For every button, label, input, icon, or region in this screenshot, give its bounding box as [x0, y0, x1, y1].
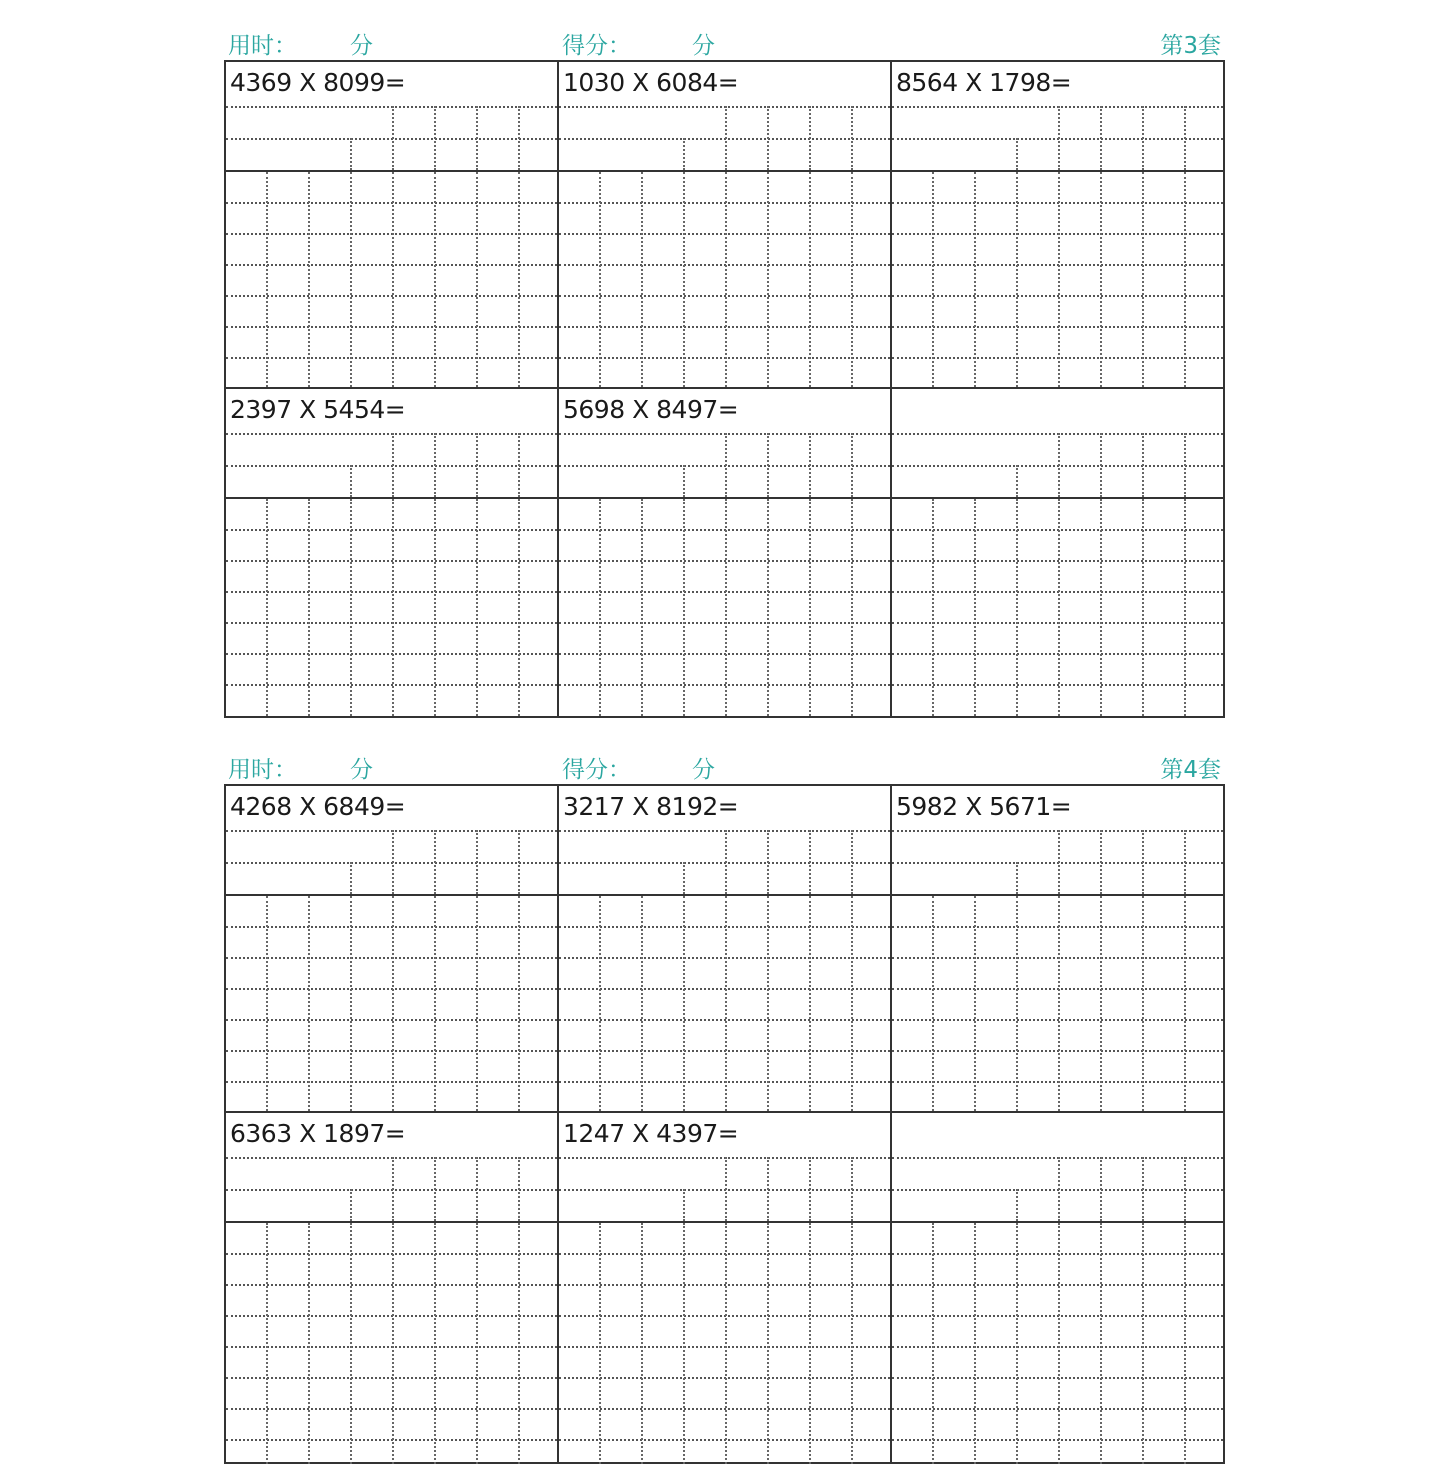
dotted-guide-line — [683, 172, 685, 387]
dotted-guide-line — [725, 830, 727, 894]
dotted-guide-line — [518, 433, 520, 497]
dotted-guide-line — [932, 896, 934, 1111]
dotted-guide-line — [476, 106, 478, 170]
dotted-guide-line — [1142, 433, 1144, 497]
dotted-guide-line — [266, 172, 268, 387]
dotted-guide-line — [1142, 830, 1144, 894]
dotted-guide-line — [308, 896, 310, 1111]
dotted-guide-line — [809, 106, 811, 170]
dotted-guide-line — [683, 465, 685, 497]
work-area[interactable] — [226, 1223, 557, 1464]
dotted-guide-line — [683, 499, 685, 716]
dotted-guide-line — [1184, 499, 1186, 716]
multiplication-problem: 3217 X 8192= — [563, 792, 739, 821]
dotted-guide-line — [518, 1157, 520, 1221]
dotted-guide-line — [851, 1223, 853, 1464]
work-area[interactable] — [559, 896, 890, 1111]
work-area[interactable] — [892, 1223, 1223, 1464]
dotted-guide-line — [518, 106, 520, 170]
dotted-guide-line — [683, 896, 685, 1111]
dotted-guide-line — [392, 499, 394, 716]
dotted-guide-line — [476, 172, 478, 387]
dotted-guide-line — [1058, 1223, 1060, 1464]
dotted-guide-line — [725, 433, 727, 497]
dotted-guide-line — [767, 172, 769, 387]
multiplication-problem: 2397 X 5454= — [230, 395, 406, 424]
dotted-guide-line — [350, 138, 352, 170]
dotted-guide-line — [725, 1157, 727, 1221]
problem-cell — [892, 62, 1223, 389]
dotted-guide-line — [767, 106, 769, 170]
dotted-guide-line — [1100, 1157, 1102, 1221]
problem-header-area — [226, 1113, 557, 1223]
dotted-guide-line — [476, 1157, 478, 1221]
problem-header-area — [559, 786, 890, 896]
dotted-guide-line — [851, 896, 853, 1111]
problem-cell — [226, 1113, 559, 1464]
dotted-guide-line — [974, 1223, 976, 1464]
work-area[interactable] — [559, 172, 890, 387]
dotted-guide-line — [350, 465, 352, 497]
dotted-guide-line — [851, 499, 853, 716]
dotted-guide-line — [434, 830, 436, 894]
dotted-guide-line — [518, 499, 520, 716]
score-unit-label: 分 — [692, 33, 715, 59]
dotted-guide-line — [1184, 830, 1186, 894]
dotted-guide-line — [725, 172, 727, 387]
dotted-guide-line — [599, 499, 601, 716]
dotted-guide-line — [1142, 499, 1144, 716]
dotted-guide-line — [392, 433, 394, 497]
dotted-guide-line — [1100, 896, 1102, 1111]
problem-cell — [226, 62, 559, 389]
dotted-guide-line — [350, 862, 352, 894]
dotted-guide-line — [725, 1223, 727, 1464]
dotted-guide-line — [767, 1157, 769, 1221]
dotted-guide-line — [599, 1223, 601, 1464]
problem-header-area — [892, 786, 1223, 896]
dotted-guide-line — [518, 896, 520, 1111]
dotted-guide-line — [1016, 465, 1018, 497]
problem-cell — [226, 786, 559, 1113]
dotted-guide-line — [1058, 433, 1060, 497]
problem-header-area — [559, 62, 890, 172]
worksheet-set-3 — [224, 24, 1225, 718]
dotted-guide-line — [809, 830, 811, 894]
dotted-guide-line — [725, 106, 727, 170]
dotted-guide-line — [932, 1223, 934, 1464]
problem-header-area — [559, 1113, 890, 1223]
dotted-guide-line — [266, 1223, 268, 1464]
problem-cell — [892, 1113, 1223, 1464]
dotted-guide-line — [308, 1223, 310, 1464]
dotted-guide-line — [1016, 172, 1018, 387]
dotted-guide-line — [518, 830, 520, 894]
problem-cell — [559, 1113, 892, 1464]
dotted-guide-line — [1184, 172, 1186, 387]
time-used-label: 用时： — [228, 757, 297, 783]
dotted-guide-line — [476, 433, 478, 497]
dotted-guide-line — [641, 499, 643, 716]
dotted-guide-line — [350, 896, 352, 1111]
dotted-guide-line — [683, 1189, 685, 1221]
dotted-guide-line — [392, 1157, 394, 1221]
dotted-guide-line — [1058, 896, 1060, 1111]
set-number-label: 第3套 — [1160, 33, 1221, 59]
dotted-guide-line — [308, 499, 310, 716]
multiplication-problem: 6363 X 1897= — [230, 1119, 406, 1148]
dotted-guide-line — [434, 499, 436, 716]
dotted-guide-line — [1142, 106, 1144, 170]
dotted-guide-line — [851, 433, 853, 497]
dotted-guide-line — [767, 433, 769, 497]
dotted-guide-line — [434, 1157, 436, 1221]
dotted-guide-line — [1142, 1223, 1144, 1464]
dotted-guide-line — [392, 172, 394, 387]
multiplication-problem: 8564 X 1798= — [896, 68, 1072, 97]
dotted-guide-line — [1184, 896, 1186, 1111]
dotted-guide-line — [725, 896, 727, 1111]
set-number-label: 第4套 — [1160, 757, 1221, 783]
dotted-guide-line — [392, 830, 394, 894]
sheet-header — [224, 24, 1225, 60]
dotted-guide-line — [266, 499, 268, 716]
dotted-guide-line — [599, 172, 601, 387]
multiplication-problem: 1030 X 6084= — [563, 68, 739, 97]
dotted-guide-line — [392, 106, 394, 170]
multiplication-problem: 5982 X 5671= — [896, 792, 1072, 821]
problem-grid — [224, 60, 1225, 718]
multiplication-problem: 1247 X 4397= — [563, 1119, 739, 1148]
dotted-guide-line — [1184, 1157, 1186, 1221]
score-label: 得分： — [562, 757, 631, 783]
multiplication-problem: 4369 X 8099= — [230, 68, 406, 97]
multiplication-problem: 5698 X 8497= — [563, 395, 739, 424]
problem-cell — [559, 389, 892, 716]
dotted-guide-line — [809, 1157, 811, 1221]
dotted-guide-line — [1016, 896, 1018, 1111]
dotted-guide-line — [932, 499, 934, 716]
dotted-guide-line — [767, 1223, 769, 1464]
dotted-guide-line — [1184, 106, 1186, 170]
problem-header-area — [892, 389, 1223, 499]
dotted-guide-line — [1058, 830, 1060, 894]
problem-header-area — [226, 389, 557, 499]
dotted-guide-line — [392, 1223, 394, 1464]
dotted-guide-line — [809, 172, 811, 387]
dotted-guide-line — [1058, 106, 1060, 170]
problem-cell — [559, 62, 892, 389]
dotted-guide-line — [1100, 830, 1102, 894]
sheet-header — [224, 748, 1225, 784]
dotted-guide-line — [851, 1157, 853, 1221]
dotted-guide-line — [350, 499, 352, 716]
dotted-guide-line — [1058, 1157, 1060, 1221]
dotted-guide-line — [266, 896, 268, 1111]
worksheet-set-4 — [224, 748, 1225, 1464]
dotted-guide-line — [809, 433, 811, 497]
dotted-guide-line — [809, 1223, 811, 1464]
dotted-guide-line — [1016, 1223, 1018, 1464]
dotted-guide-line — [683, 1223, 685, 1464]
problem-cell — [226, 389, 559, 716]
work-area[interactable] — [226, 172, 557, 387]
dotted-guide-line — [725, 499, 727, 716]
work-area[interactable] — [226, 499, 557, 716]
dotted-guide-line — [434, 433, 436, 497]
dotted-guide-line — [476, 896, 478, 1111]
work-area[interactable] — [892, 896, 1223, 1111]
dotted-guide-line — [809, 896, 811, 1111]
dotted-guide-line — [809, 499, 811, 716]
dotted-guide-line — [641, 896, 643, 1111]
dotted-guide-line — [767, 499, 769, 716]
dotted-guide-line — [308, 172, 310, 387]
work-area[interactable] — [559, 1223, 890, 1464]
dotted-guide-line — [1016, 862, 1018, 894]
dotted-guide-line — [518, 1223, 520, 1464]
dotted-guide-line — [1100, 499, 1102, 716]
dotted-guide-line — [1184, 433, 1186, 497]
work-area[interactable] — [559, 499, 890, 716]
time-used-label: 用时： — [228, 33, 297, 59]
dotted-guide-line — [1100, 1223, 1102, 1464]
dotted-guide-line — [1058, 499, 1060, 716]
dotted-guide-line — [350, 1189, 352, 1221]
dotted-guide-line — [518, 172, 520, 387]
problem-cell — [892, 389, 1223, 716]
dotted-guide-line — [683, 862, 685, 894]
dotted-guide-line — [1142, 1157, 1144, 1221]
dotted-guide-line — [350, 1223, 352, 1464]
dotted-guide-line — [392, 896, 394, 1111]
dotted-guide-line — [767, 830, 769, 894]
work-area[interactable] — [226, 896, 557, 1111]
dotted-guide-line — [1100, 433, 1102, 497]
problem-grid — [224, 784, 1225, 1464]
dotted-guide-line — [476, 830, 478, 894]
dotted-guide-line — [851, 830, 853, 894]
problem-header-area — [559, 389, 890, 499]
dotted-guide-line — [476, 499, 478, 716]
dotted-guide-line — [1016, 138, 1018, 170]
dotted-guide-line — [974, 172, 976, 387]
problem-cell — [892, 786, 1223, 1113]
dotted-guide-line — [476, 1223, 478, 1464]
dotted-guide-line — [1016, 1189, 1018, 1221]
dotted-guide-line — [641, 1223, 643, 1464]
dotted-guide-line — [1142, 172, 1144, 387]
dotted-guide-line — [683, 138, 685, 170]
dotted-guide-line — [434, 1223, 436, 1464]
score-unit-label: 分 — [692, 757, 715, 783]
dotted-guide-line — [851, 106, 853, 170]
dotted-guide-line — [851, 172, 853, 387]
dotted-guide-line — [1142, 896, 1144, 1111]
dotted-guide-line — [1100, 172, 1102, 387]
time-unit-label: 分 — [350, 757, 373, 783]
dotted-guide-line — [1016, 499, 1018, 716]
problem-header-area — [226, 62, 557, 172]
dotted-guide-line — [974, 499, 976, 716]
multiplication-problem: 4268 X 6849= — [230, 792, 406, 821]
dotted-guide-line — [932, 172, 934, 387]
dotted-guide-line — [434, 106, 436, 170]
problem-header-area — [226, 786, 557, 896]
problem-header-area — [892, 62, 1223, 172]
dotted-guide-line — [641, 172, 643, 387]
dotted-guide-line — [974, 896, 976, 1111]
problem-cell — [559, 786, 892, 1113]
dotted-guide-line — [1184, 1223, 1186, 1464]
dotted-guide-line — [767, 896, 769, 1111]
time-unit-label: 分 — [350, 33, 373, 59]
dotted-guide-line — [1058, 172, 1060, 387]
score-label: 得分： — [562, 33, 631, 59]
problem-header-area — [892, 1113, 1223, 1223]
dotted-guide-line — [350, 172, 352, 387]
dotted-guide-line — [434, 172, 436, 387]
work-area[interactable] — [892, 172, 1223, 387]
dotted-guide-line — [1100, 106, 1102, 170]
dotted-guide-line — [434, 896, 436, 1111]
work-area[interactable] — [892, 499, 1223, 716]
dotted-guide-line — [599, 896, 601, 1111]
